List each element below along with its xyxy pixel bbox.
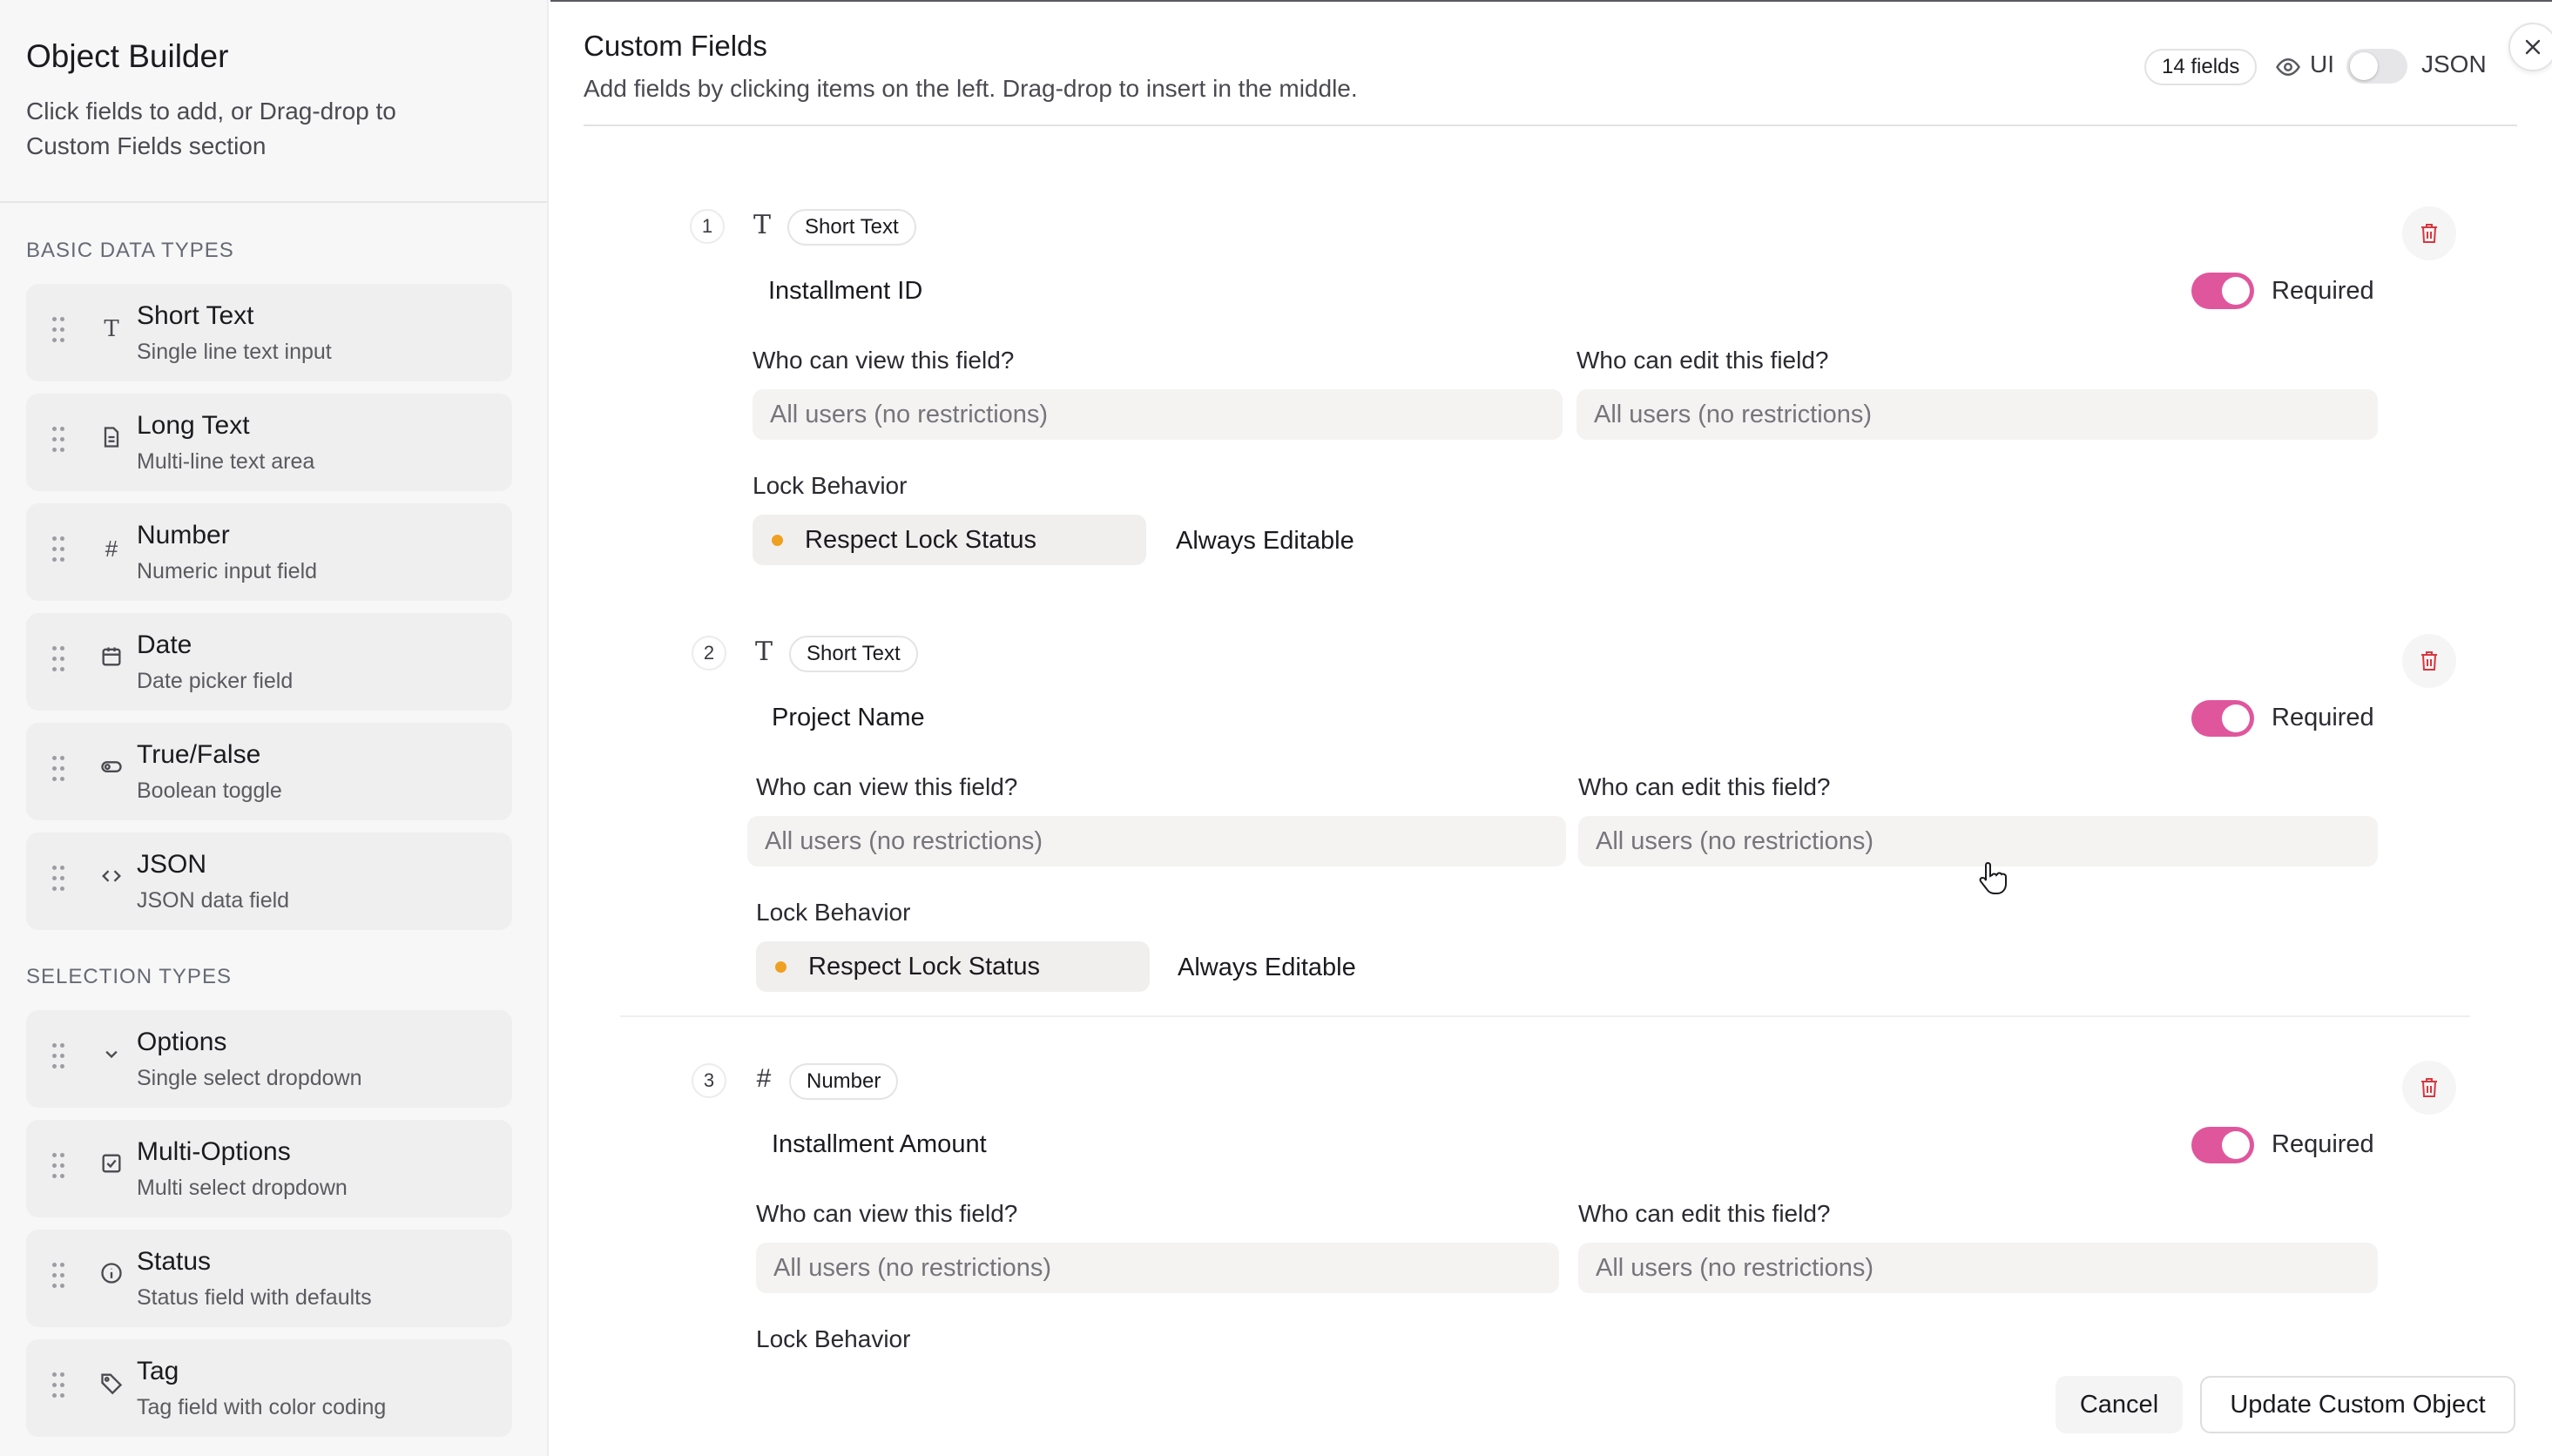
lock-option-always-editable[interactable]: Always Editable xyxy=(1176,527,1354,555)
sidebar-item-label: Options xyxy=(137,1028,227,1056)
view-permission-label: Who can view this field? xyxy=(753,347,1015,374)
trash-icon xyxy=(2420,1077,2439,1098)
drag-handle-icon[interactable] xyxy=(52,1153,64,1181)
sidebar-item-description: Multi-line text area xyxy=(137,449,315,474)
sidebar-item-long-text[interactable] xyxy=(26,394,512,491)
sidebar-item-status[interactable] xyxy=(26,1230,512,1327)
trash-icon xyxy=(2420,223,2439,244)
sidebar-item-description: Tag field with color coding xyxy=(137,1395,387,1419)
view-permission-select[interactable]: All users (no restrictions) xyxy=(747,816,1566,866)
custom-fields-panel xyxy=(550,0,2552,1456)
edit-permission-select[interactable]: All users (no restrictions) xyxy=(1578,1243,2378,1293)
sidebar-item-description: Multi select dropdown xyxy=(137,1176,348,1200)
field-count-badge: 14 fields xyxy=(2144,49,2257,85)
ui-mode-label: UI xyxy=(2310,51,2334,78)
sidebar-item-description: Numeric input field xyxy=(137,559,318,583)
drag-handle-icon[interactable] xyxy=(52,317,64,345)
lock-behavior-label: Lock Behavior xyxy=(756,1325,911,1352)
sidebar-item-description: Status field with defaults xyxy=(137,1285,372,1310)
selected-dot-icon xyxy=(772,535,783,546)
section-selection-types: SELECTION TYPES xyxy=(26,965,232,988)
sidebar-item-tag[interactable] xyxy=(26,1339,512,1437)
document-icon xyxy=(98,425,125,453)
sidebar-item-label: Date xyxy=(137,630,192,659)
selected-dot-icon xyxy=(775,961,787,973)
sidebar-subtitle: Click fields to add, or Drag-drop to Custom Fields section xyxy=(26,98,396,159)
required-label: Required xyxy=(2272,277,2374,305)
sidebar-item-json[interactable] xyxy=(26,832,512,930)
drag-handle-icon[interactable] xyxy=(52,536,64,564)
required-toggle[interactable] xyxy=(2191,1127,2254,1163)
hash-icon: # xyxy=(105,536,118,562)
sidebar-item-description: JSON data field xyxy=(137,888,290,913)
checkbox-icon xyxy=(98,1151,125,1179)
sidebar-item-label: Multi-Options xyxy=(137,1137,291,1166)
text-t-icon: T xyxy=(753,210,771,240)
sidebar-item-description: Single select dropdown xyxy=(137,1066,362,1090)
hand-cursor-icon xyxy=(1979,860,2009,895)
sidebar-item-label: True/False xyxy=(137,740,261,769)
lock-option-respect[interactable] xyxy=(753,515,1146,565)
delete-field-button[interactable] xyxy=(2402,1061,2456,1115)
drag-handle-icon[interactable] xyxy=(52,1372,64,1400)
required-label: Required xyxy=(2272,1130,2374,1158)
lock-option-label: Respect Lock Status xyxy=(805,526,1036,554)
field-type-badge: Short Text xyxy=(789,636,918,672)
trash-icon xyxy=(2420,650,2439,671)
field-index: 3 xyxy=(692,1063,726,1098)
calendar-icon xyxy=(98,644,125,672)
lock-option-label: Respect Lock Status xyxy=(808,953,1040,981)
card-divider xyxy=(620,1015,2470,1017)
sidebar-item-label: Tag xyxy=(137,1357,179,1385)
sidebar-item-description: Date picker field xyxy=(137,669,294,693)
lock-behavior-label: Lock Behavior xyxy=(756,899,911,926)
sidebar-item-description: Boolean toggle xyxy=(137,779,282,803)
required-toggle[interactable] xyxy=(2191,273,2254,309)
edit-permission-select[interactable]: All users (no restrictions) xyxy=(1578,816,2378,866)
chevron-down-icon xyxy=(98,1041,125,1069)
field-index: 2 xyxy=(692,636,726,671)
field-name[interactable]: Installment Amount xyxy=(772,1130,987,1158)
sidebar-item-date[interactable] xyxy=(26,613,512,711)
field-index: 1 xyxy=(690,209,725,244)
field-name[interactable]: Project Name xyxy=(772,704,925,731)
close-button[interactable] xyxy=(2508,23,2552,71)
sidebar-item-label: JSON xyxy=(137,850,207,879)
edit-permission-label: Who can edit this field? xyxy=(1576,347,1829,374)
sidebar-item-options[interactable] xyxy=(26,1010,512,1108)
lock-option-always-editable[interactable]: Always Editable xyxy=(1178,954,1356,981)
toggle-icon xyxy=(98,754,125,782)
edit-permission-select[interactable]: All users (no restrictions) xyxy=(1576,389,2378,440)
drag-handle-icon[interactable] xyxy=(52,756,64,784)
info-icon xyxy=(98,1261,125,1289)
top-border xyxy=(550,0,2552,2)
text-t-icon: T xyxy=(754,637,773,667)
section-basic-data-types: BASIC DATA TYPES xyxy=(26,239,234,262)
field-name[interactable]: Installment ID xyxy=(768,277,923,305)
update-custom-object-button[interactable]: Update Custom Object xyxy=(2200,1376,2515,1433)
drag-handle-icon[interactable] xyxy=(52,1263,64,1291)
drag-handle-icon[interactable] xyxy=(52,1043,64,1071)
close-icon xyxy=(2524,38,2542,56)
view-permission-select[interactable]: All users (no restrictions) xyxy=(753,389,1563,440)
sidebar-item-label: Number xyxy=(137,521,230,549)
hash-icon: # xyxy=(756,1064,772,1093)
view-permission-label: Who can view this field? xyxy=(756,773,1018,800)
view-permission-label: Who can view this field? xyxy=(756,1200,1018,1227)
lock-option-respect[interactable] xyxy=(756,941,1150,992)
sidebar-item-label: Short Text xyxy=(137,301,254,330)
sidebar-item-number[interactable] xyxy=(26,503,512,601)
edit-permission-label: Who can edit this field? xyxy=(1578,773,1831,800)
view-permission-select[interactable]: All users (no restrictions) xyxy=(756,1243,1559,1293)
json-mode-label: JSON xyxy=(2421,51,2487,78)
field-type-badge: Short Text xyxy=(787,209,916,246)
header-divider xyxy=(584,125,2517,126)
delete-field-button[interactable] xyxy=(2402,634,2456,688)
tag-icon xyxy=(98,1371,125,1399)
required-label: Required xyxy=(2272,704,2374,731)
sidebar-item-true-false[interactable] xyxy=(26,723,512,820)
view-mode-toggle[interactable] xyxy=(2346,49,2407,84)
eye-icon xyxy=(2275,54,2301,80)
edit-permission-label: Who can edit this field? xyxy=(1578,1200,1831,1227)
drag-handle-icon[interactable] xyxy=(52,646,64,674)
page-subtitle: Add fields by clicking items on the left. Drag-drop to insert in the middle. xyxy=(584,75,1358,102)
sidebar-item-label: Long Text xyxy=(137,411,250,440)
sidebar-item-description: Single line text input xyxy=(137,340,332,364)
page-title: Custom Fields xyxy=(584,30,767,62)
field-type-badge: Number xyxy=(789,1063,898,1100)
code-icon xyxy=(98,864,125,892)
drag-handle-icon[interactable] xyxy=(52,427,64,455)
object-builder-sidebar xyxy=(0,0,549,1456)
sidebar-header xyxy=(0,0,547,203)
sidebar-item-label: Status xyxy=(137,1247,212,1276)
lock-behavior-label: Lock Behavior xyxy=(753,472,908,499)
sidebar-item-multi-options[interactable] xyxy=(26,1120,512,1217)
sidebar-item-short-text[interactable] xyxy=(26,284,512,381)
required-toggle[interactable] xyxy=(2191,700,2254,737)
text-t-icon: T xyxy=(104,316,119,342)
delete-field-button[interactable] xyxy=(2402,206,2456,260)
sidebar-title: Object Builder xyxy=(26,38,229,74)
drag-handle-icon[interactable] xyxy=(52,866,64,893)
cancel-button[interactable]: Cancel xyxy=(2056,1376,2183,1433)
